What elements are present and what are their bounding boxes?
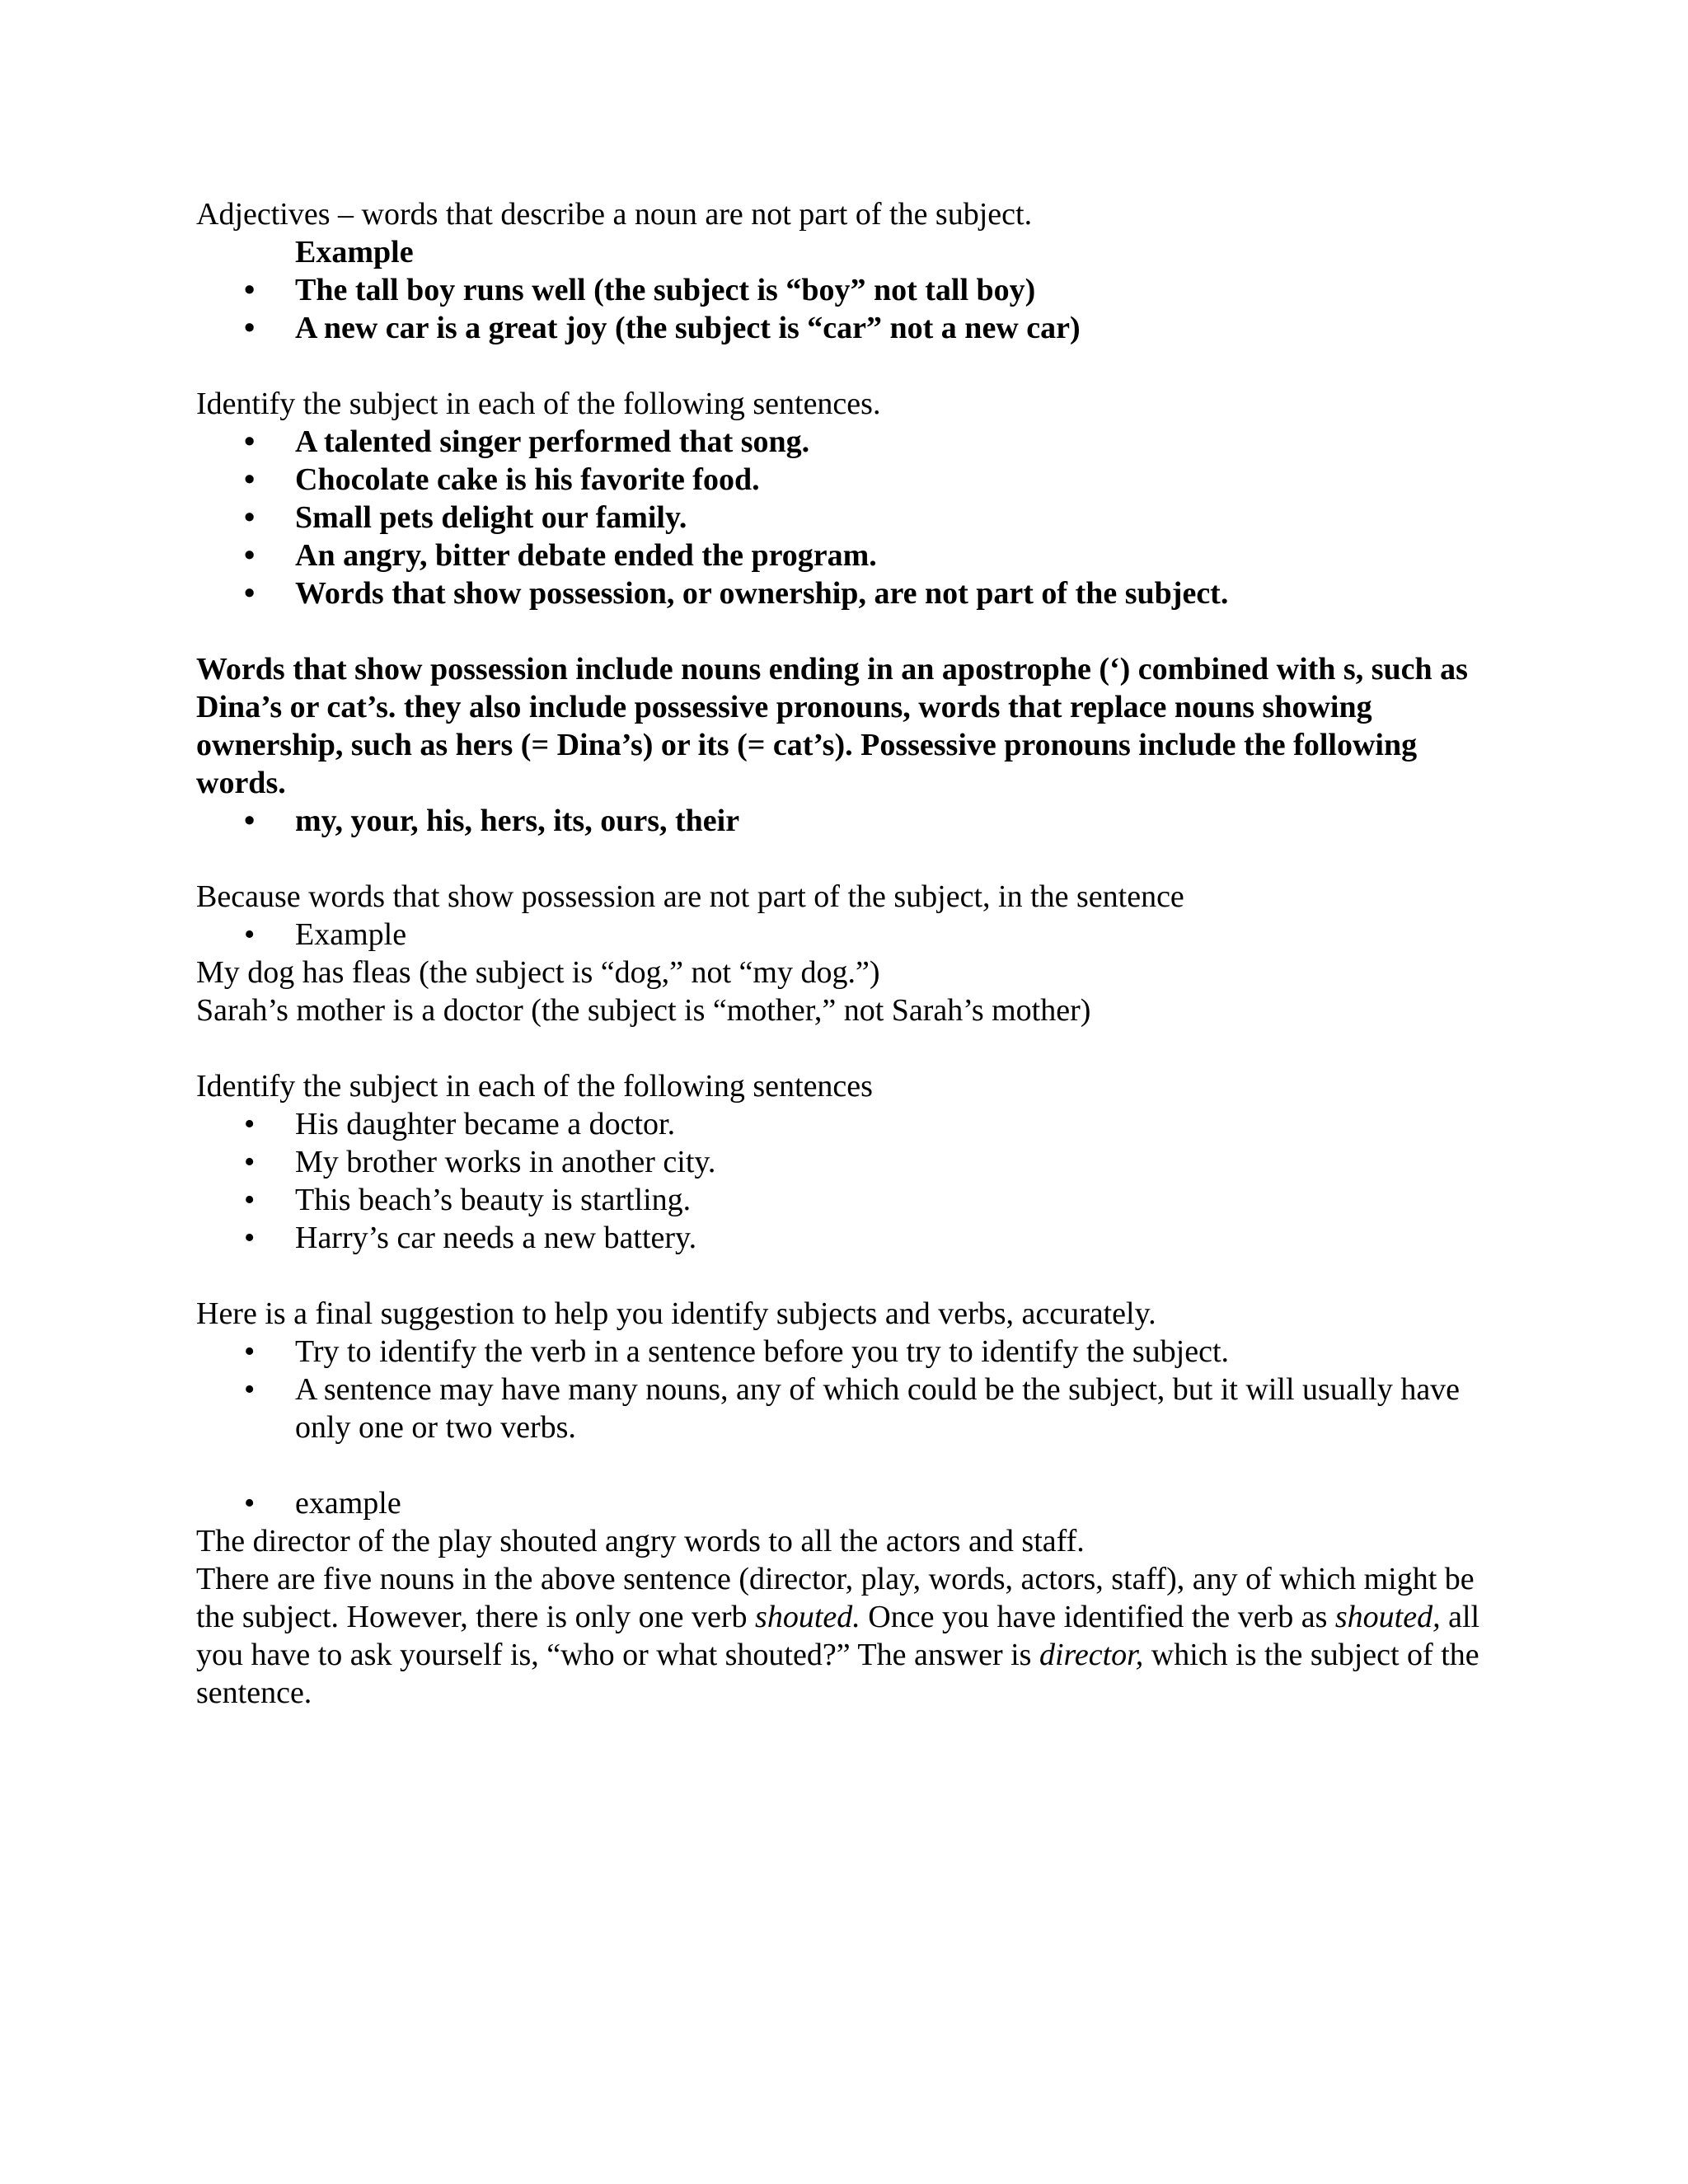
suggestion-list (196, 1333, 1498, 1446)
list-item: • A new car is a great joy (the subject is “car” not a new car) (244, 311, 1081, 345)
bullet-icon: • (244, 273, 256, 307)
bullet-icon: • (244, 576, 256, 611)
list-item: • My brother works in another city. (244, 1145, 716, 1179)
explanation-paragraph: There are five nouns in the above sentence (director, play, words, actors, staff), any of which might be the subject. However, there is only one verb shouted. Once you have identified the verb as shouted, all you have to ask yourself is, “who or what shouted?” The answer is director, which is the subject of the sentence. (196, 1562, 1480, 1710)
list-item: • A sentence may have many nouns, any of which could be the subject, but it will usually have only one or two verbs. (244, 1372, 1461, 1445)
bullet-icon: • (244, 500, 256, 535)
example-line: My dog has fleas (the subject is “dog,” not “my dog.”) (196, 955, 880, 990)
possession-example-list (196, 916, 1498, 954)
list-item: • Harry’s car needs a new battery. (244, 1221, 697, 1255)
bullet-icon: • (244, 424, 256, 459)
possession-paragraph: Words that show possession include nouns ending in an apostrophe (‘) combined with s, such as Dina’s or cat’s. they also include possessive pronouns, words that replace nouns showing ownership, such as hers (= Dina’s) or its (= cat’s). Possessive pronouns include the following words. (196, 652, 1468, 800)
list-item: • The tall boy runs well (the subject is “boy” not tall boy) (244, 273, 1036, 307)
bullet-icon: • (244, 1334, 256, 1369)
example-label: Example (295, 235, 414, 269)
exercise2-list (196, 1105, 1498, 1257)
bullet-icon: • (244, 311, 256, 345)
list-item: • His daughter became a doctor. (244, 1107, 676, 1141)
bullet-icon: • (244, 917, 256, 952)
list-item: • Words that show possession, or ownership, are not part of the subject. (244, 576, 1229, 611)
exercise2-intro: Identify the subject in each of the following sentences (196, 1069, 873, 1104)
list-item: • Small pets delight our family. (244, 500, 687, 535)
bullet-icon: • (244, 1372, 256, 1407)
adjectives-intro: Adjectives – words that describe a noun are not part of the subject. (196, 197, 1033, 232)
bullet-icon: • (244, 1107, 256, 1141)
example-sentence: The director of the play shouted angry words to all the actors and staff. (196, 1524, 1085, 1558)
list-item: • A talented singer performed that song. (244, 424, 810, 459)
bullet-icon: • (244, 1221, 256, 1255)
exercise1-list (196, 423, 1498, 612)
suggestion-intro: Here is a final suggestion to help you identify subjects and verbs, accurately. (196, 1296, 1156, 1331)
bullet-icon: • (244, 1486, 256, 1521)
bullet-icon: • (244, 1145, 256, 1179)
bullet-icon: • (244, 1183, 256, 1217)
list-item: • Try to identify the verb in a sentence before you try to identify the subject. (244, 1334, 1230, 1369)
example-line: Sarah’s mother is a doctor (the subject is “mother,” not Sarah’s mother) (196, 993, 1091, 1028)
exercise1-intro: Identify the subject in each of the following sentences. (196, 387, 881, 421)
list-item: • my, your, his, hers, its, ours, their (244, 804, 740, 838)
bullet-icon: • (244, 462, 256, 497)
list-item: • Chocolate cake is his favorite food. (244, 462, 760, 497)
possession-intro: Because words that show possession are not part of the subject, in the sentence (196, 879, 1184, 914)
document-page (196, 195, 1498, 1712)
possessive-pronouns-list (196, 802, 1498, 840)
adjective-examples-list (196, 271, 1498, 347)
final-example-list (196, 1484, 1498, 1522)
list-item: • Example (244, 917, 407, 952)
list-item: • This beach’s beauty is startling. (244, 1183, 692, 1217)
bullet-icon: • (244, 804, 256, 838)
bullet-icon: • (244, 538, 256, 573)
list-item: • example (244, 1486, 401, 1521)
list-item: • An angry, bitter debate ended the program. (244, 538, 877, 573)
